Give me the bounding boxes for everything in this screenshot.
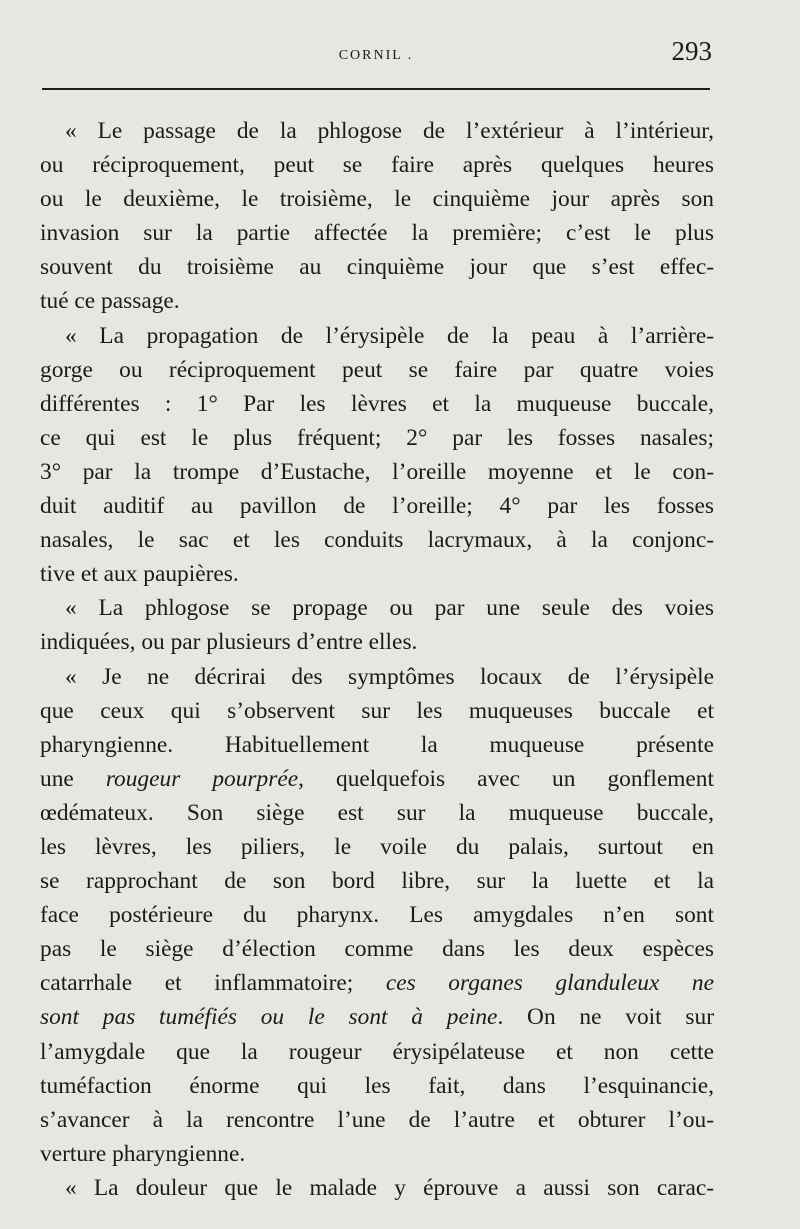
text-line: ou réciproquement, peut se faire après quelques heures bbox=[40, 152, 714, 179]
page-number: 293 bbox=[671, 36, 712, 66]
text-line: invasion sur la partie affectée la première; c’est le plus bbox=[40, 220, 714, 247]
text-line: œdémateux. Son siège est sur la muqueuse buccale, bbox=[40, 799, 714, 826]
italic-run: ces organes glanduleux ne bbox=[385, 970, 714, 997]
text-line: indiquées, ou par plusieurs d’entre elles. bbox=[40, 629, 418, 656]
text-line: face postérieure du pharynx. Les amygdales n’en sont bbox=[40, 902, 714, 929]
page-header bbox=[40, 36, 712, 76]
text-line: s’avancer à la rencontre l’une de l’autre et obturer l’ou- bbox=[40, 1106, 714, 1133]
text-line bbox=[40, 966, 714, 1000]
text-line: pas le siège d’élection comme dans les deux espèces bbox=[40, 936, 714, 963]
text-line: « La douleur que le malade y éprouve a aussi son carac- bbox=[65, 1174, 714, 1201]
text-line: « La propagation de l’érysipèle de la peau à l’arrière- bbox=[65, 322, 714, 349]
text-line: « Je ne décrirai des symptômes locaux de l’érysipèle bbox=[65, 663, 714, 690]
text-line: « Le passage de la phlogose de l’extérieur à l’intérieur, bbox=[65, 118, 714, 144]
text-line: souvent du troisième au cinquième jour que s’est effec- bbox=[40, 254, 714, 281]
text-line: duit auditif au pavillon de l’oreille; 4° par les fosses bbox=[40, 493, 714, 520]
body-text bbox=[40, 114, 714, 1205]
header-rule bbox=[42, 88, 710, 90]
text-line: se rapprochant de son bord libre, sur la luette et la bbox=[40, 868, 714, 895]
text-line: verture pharyngienne. bbox=[40, 1140, 246, 1167]
text-line: gorge ou réciproquement peut se faire par quatre voies bbox=[40, 356, 714, 383]
text-line: ce qui est le plus fréquent; 2° par les fosses nasales; bbox=[40, 424, 714, 451]
text-line: différentes : 1° Par les lèvres et la muqueuse buccale, bbox=[40, 390, 714, 417]
text-line: tuméfaction énorme qui les fait, dans l’esquinancie, bbox=[40, 1072, 714, 1099]
italic-run: rougeur pourprée bbox=[105, 765, 299, 792]
text-run: catarrhale et inflammatoire; bbox=[40, 970, 386, 997]
text-run: , quelquefois avec un gonflement bbox=[298, 765, 714, 792]
text-line: « La phlogose se propage ou par une seule des voies bbox=[65, 595, 714, 622]
text-run: une bbox=[40, 765, 106, 792]
text-run: . On ne voit sur bbox=[497, 1004, 714, 1031]
text-line: l’amygdale que la rougeur érysipélateuse et non cette bbox=[40, 1038, 714, 1065]
text-line: 3° par la trompe d’Eustache, l’oreille moyenne et le con- bbox=[40, 458, 714, 485]
italic-run: sont pas tuméfiés ou le sont à peine bbox=[40, 1004, 498, 1031]
text-line bbox=[40, 1000, 714, 1034]
text-line: pharyngienne. Habituellement la muqueuse présente bbox=[40, 731, 714, 758]
text-line: les lèvres, les piliers, le voile du palais, surtout en bbox=[40, 833, 714, 860]
running-head: CORNIL . bbox=[338, 48, 414, 63]
text-line: ou le deuxième, le troisième, le cinquième jour après son bbox=[40, 186, 714, 213]
text-line bbox=[40, 762, 714, 796]
text-line: nasales, le sac et les conduits lacrymaux, à la conjonc- bbox=[40, 527, 714, 554]
text-line: tué ce passage. bbox=[40, 288, 180, 315]
text-line: que ceux qui s’observent sur les muqueuses buccale et bbox=[40, 697, 714, 724]
text-line: tive et aux paupières. bbox=[40, 561, 239, 588]
